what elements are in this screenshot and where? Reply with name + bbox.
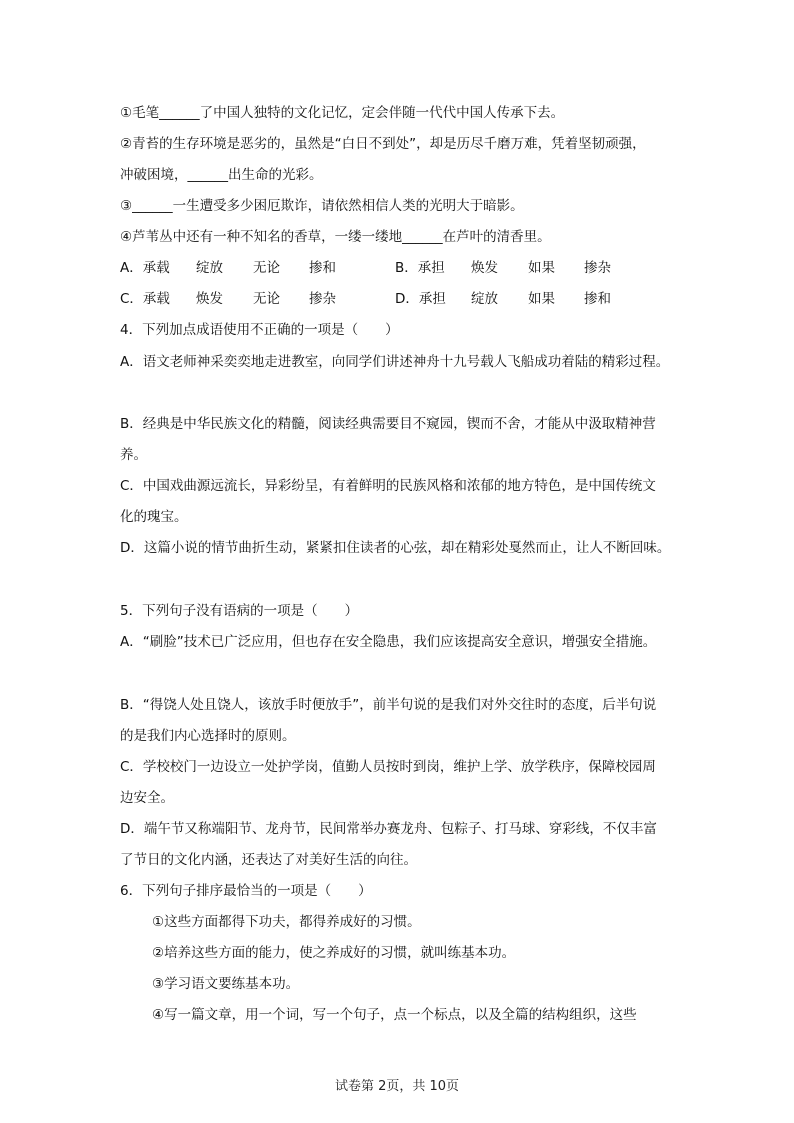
q3-option-a-w2: 绽放: [196, 260, 223, 276]
q3-option-c-w2: 焕发: [196, 291, 223, 307]
q3-options-row-1: [120, 259, 611, 277]
q4-option-b-line1: B．经典是中华民族文化的精髓，阅读经典需要目不窥园，锲而不舍，才能从中汲取精神营: [120, 416, 656, 432]
q3-sentence-2-line1: ②青苔的生存环境是恶劣的，虽然是“白日不到处”，却是历尽千磨万难，凭着坚韧顽强，: [120, 136, 646, 152]
q3-sentence-2-line2: 冲破困境，______出生命的光彩。: [120, 167, 323, 183]
q3-option-b-w2: 焕发: [471, 260, 498, 276]
q3-option-d-w1: D．承担: [395, 291, 446, 307]
q6-stem: 6．下列句子排序最恰当的一项是（ ）: [120, 883, 372, 899]
q4-stem: 4．下列加点成语使用不正确的一项是（ ）: [120, 322, 399, 338]
q3-option-c-w4: 掺杂: [309, 291, 336, 307]
q3-sentence-3: ③______一生遭受多少困厄欺诈，请依然相信人类的光明大于暗影。: [120, 198, 524, 214]
q3-option-b-w1: B．承担: [395, 260, 445, 276]
q5-stem: 5．下列句子没有语病的一项是（ ）: [120, 603, 359, 619]
q5-option-a: A．“刷脸”技术已广泛应用，但也存在安全隐患，我们应该提高安全意识，增强安全措施。: [120, 634, 657, 650]
q3-option-d-w2: 绽放: [471, 291, 498, 307]
q3-sentence-4: ④芦苇丛中还有一种不知名的香草，一缕一缕地______在芦叶的清香里。: [120, 229, 551, 245]
q3-options-row-2: [120, 290, 611, 308]
q4-option-a: A．语文老师神采奕奕地走进教室，向同学们讲述神舟十九号载人飞船成功着陆的精彩过程。: [120, 354, 670, 370]
q4-option-b-line2: 养。: [120, 447, 147, 463]
q3-sentence-1: ①毛笔______了中国人独特的文化记忆，定会伴随一代代中国人传承下去。: [120, 105, 565, 121]
q3-option-b-w3: 如果: [528, 260, 555, 276]
q3-option-a-w3: 无论: [253, 260, 280, 276]
q6-sentence-3: ③学习语文要练基本功。: [152, 976, 300, 992]
q3-option-a-w4: 掺和: [309, 260, 336, 276]
q4-option-c-line2: 化的瑰宝。: [120, 509, 188, 525]
q3-option-d-w4: 掺和: [584, 291, 611, 307]
q3-option-c-w1: C．承载: [120, 291, 170, 307]
q5-option-d-line1: D．端午节又称端阳节、龙舟节，民间常举办赛龙舟、包粽子、打马球、穿彩线，不仅丰富: [120, 821, 657, 837]
q4-option-d: D．这篇小说的情节曲折生动，紧紧扣住读者的心弦，却在精彩处戛然而止，让人不断回味。: [120, 540, 671, 556]
q5-option-b-line2: 的是我们内心选择时的原则。: [120, 728, 296, 744]
q6-sentence-4: ④写一篇文章，用一个词，写一个句子，点一个标点，以及全篇的结构组织，这些: [152, 1007, 637, 1023]
q5-option-c-line1: C．学校校门一边设立一处护学岗，值勤人员按时到岗，维护上学、放学秩序，保障校园周: [120, 759, 656, 775]
q5-option-d-line2: 了节日的文化内涵，还表达了对美好生活的向往。: [120, 852, 417, 868]
q3-option-a-w1: A．承载: [120, 260, 170, 276]
page-footer: 试卷第 2页，共 10页: [334, 1079, 460, 1094]
q3-option-b-w4: 掺杂: [584, 260, 611, 276]
q3-option-c-w3: 无论: [253, 291, 280, 307]
q5-option-b-line1: B．“得饶人处且饶人，该放手时便放手”，前半句说的是我们对外交往时的态度，后半句说: [120, 697, 657, 713]
q5-option-c-line2: 边安全。: [120, 790, 174, 806]
q6-sentence-1: ①这些方面都得下功夫，都得养成好的习惯。: [152, 914, 421, 930]
q3-option-d-w3: 如果: [528, 291, 555, 307]
q6-sentence-2: ②培养这些方面的能力，使之养成好的习惯，就叫练基本功。: [152, 945, 516, 961]
q4-option-c-line1: C．中国戏曲源远流长，异彩纷呈，有着鲜明的民族风格和浓郁的地方特色，是中国传统文: [120, 478, 656, 494]
